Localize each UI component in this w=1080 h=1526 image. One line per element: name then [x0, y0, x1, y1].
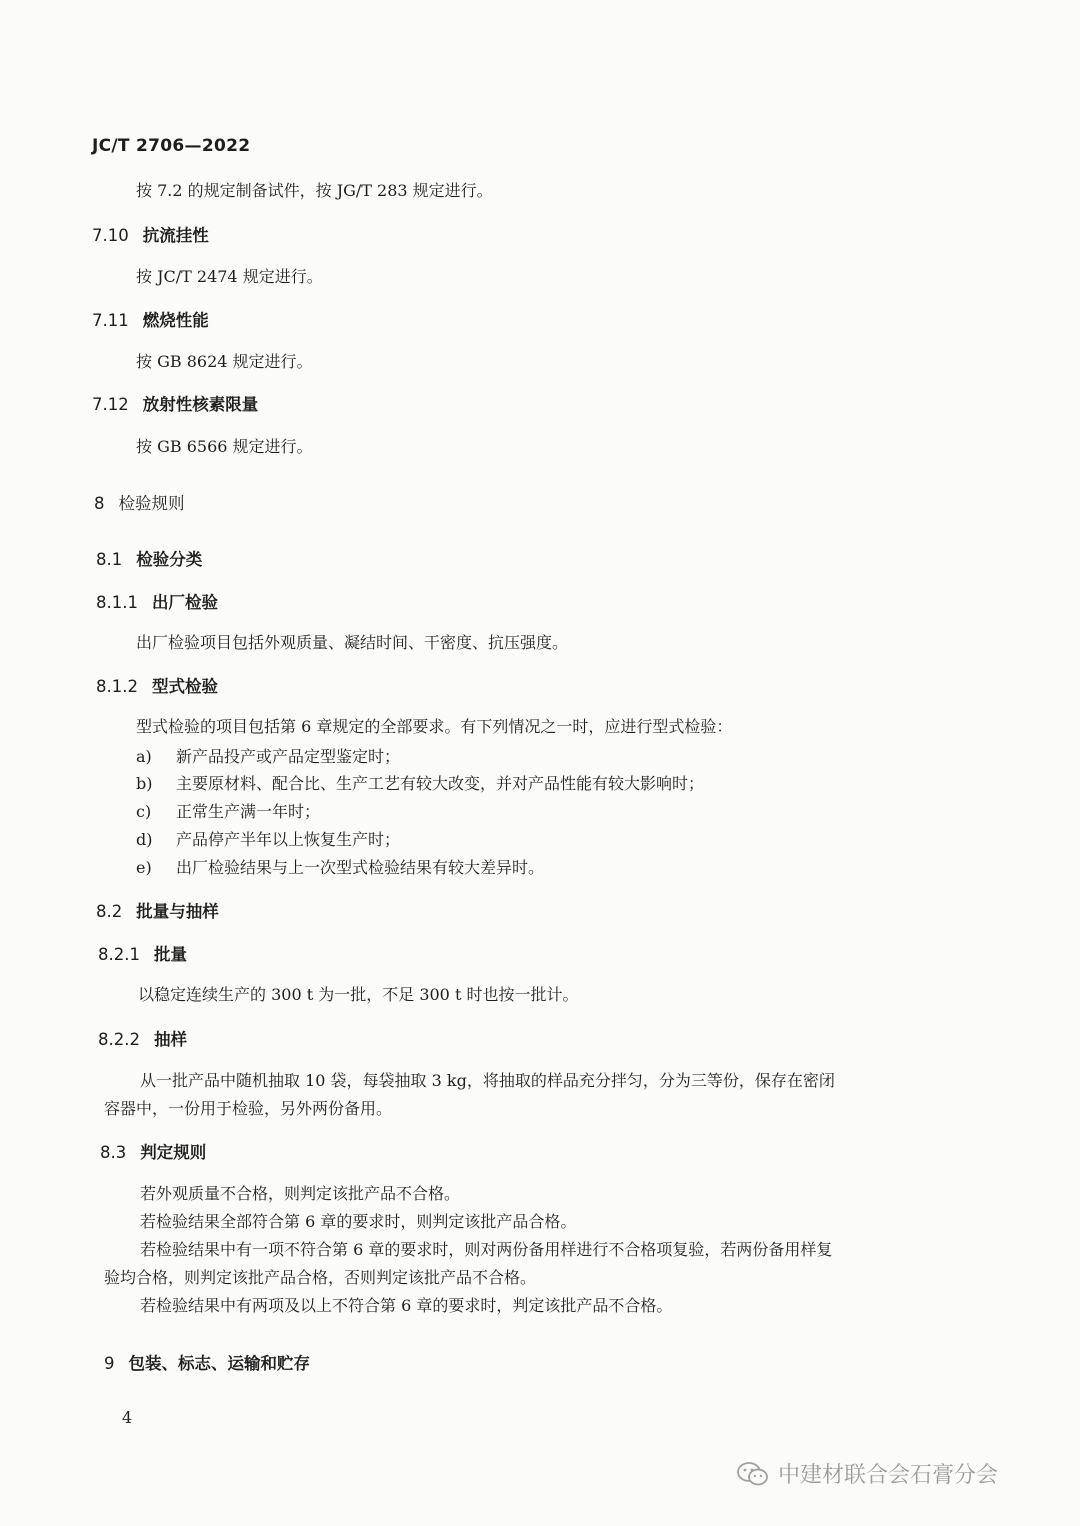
chapter-title: 检验规则 [118, 494, 185, 513]
section-title: 抽样 [153, 1030, 187, 1049]
list-item [136, 829, 400, 851]
section-heading-8-2-1 [98, 944, 187, 966]
section-heading-8-1 [96, 549, 202, 571]
list-text: 正常生产满一年时； [176, 802, 321, 821]
paragraph: 按 GB 8624 规定进行。 [136, 352, 313, 371]
section-title: 抗流挂性 [142, 226, 209, 245]
section-number: 7.12 [92, 395, 129, 414]
chapter-heading-9 [104, 1353, 310, 1375]
list-marker: d) [136, 830, 153, 849]
list-item [136, 746, 400, 768]
section-number: 8.2.2 [98, 1030, 140, 1049]
paragraph: 按 7.2 的规定制备试件，按 JG/T 283 规定进行。 [136, 181, 493, 200]
paragraph: 若检验结果中有一项不符合第 6 章的要求时，则对两份备用样进行不合格项复验，若两份备用样复 [140, 1240, 833, 1259]
section-title: 型式检验 [151, 677, 218, 696]
list-marker: e) [136, 858, 152, 877]
section-number: 8.1.2 [96, 677, 138, 696]
section-number: 8.1.1 [96, 593, 138, 612]
section-heading-7-10 [92, 225, 209, 247]
list-text: 新产品投产或产品定型鉴定时； [176, 747, 401, 766]
section-title: 出厂检验 [151, 593, 218, 612]
paragraph-continuation: 容器中，一份用于检验，另外两份备用。 [104, 1099, 393, 1118]
section-heading-7-11 [92, 310, 209, 332]
section-title: 判定规则 [140, 1143, 207, 1162]
paragraph: 若检验结果中有两项及以上不符合第 6 章的要求时，判定该批产品不合格。 [140, 1296, 673, 1315]
section-number: 7.10 [92, 226, 129, 245]
list-marker: b) [136, 774, 153, 793]
chapter-title: 包装、标志、运输和贮存 [128, 1354, 310, 1373]
section-title: 放射性核素限量 [142, 395, 259, 414]
section-number: 8.2 [96, 902, 123, 921]
section-title: 检验分类 [136, 550, 203, 569]
list-item [136, 773, 704, 795]
chapter-number: 8 [94, 494, 105, 513]
paragraph: 按 JC/T 2474 规定进行。 [136, 267, 323, 286]
paragraph: 出厂检验项目包括外观质量、凝结时间、干密度、抗压强度。 [136, 633, 569, 652]
paragraph: 若检验结果全部符合第 6 章的要求时，则判定该批产品合格。 [140, 1212, 577, 1231]
section-heading-8-2 [96, 901, 219, 923]
paragraph: 从一批产品中随机抽取 10 袋，每袋抽取 3 kg，将抽取的样品充分拌匀，分为三等份，保存在密闭 [140, 1071, 835, 1090]
section-heading-8-1-1 [96, 592, 218, 614]
section-heading-8-1-2 [96, 676, 218, 698]
paragraph: 若外观质量不合格，则判定该批产品不合格。 [140, 1184, 461, 1203]
section-number: 7.11 [92, 311, 129, 330]
section-number: 8.3 [100, 1143, 127, 1162]
section-heading-8-3 [100, 1142, 206, 1164]
page-number: 4 [122, 1408, 133, 1427]
paragraph: 以稳定连续生产的 300 t 为一批，不足 300 t 时也按一批计。 [138, 985, 579, 1004]
section-heading-7-12 [92, 394, 258, 416]
list-text: 出厂检验结果与上一次型式检验结果有较大差异时。 [176, 858, 545, 877]
section-number: 8.2.1 [98, 945, 140, 964]
paragraph: 型式检验的项目包括第 6 章规定的全部要求。有下列情况之一时，应进行型式检验： [136, 717, 733, 736]
section-title: 批量 [153, 945, 187, 964]
chapter-number: 9 [104, 1354, 115, 1373]
section-heading-8-2-2 [98, 1029, 187, 1051]
section-number: 8.1 [96, 550, 123, 569]
list-text: 主要原材料、配合比、生产工艺有较大改变，并对产品性能有较大影响时； [176, 774, 705, 793]
section-title: 燃烧性能 [142, 311, 209, 330]
watermark [736, 1458, 998, 1489]
list-item [136, 801, 320, 823]
watermark-text: 中建材联合会石膏分会 [778, 1463, 999, 1488]
paragraph-continuation: 验均合格，则判定该批产品合格，否则判定该批产品不合格。 [104, 1268, 537, 1287]
list-marker: a) [136, 747, 152, 766]
wechat-icon [736, 1461, 770, 1487]
document-code: JC/T 2706—2022 [92, 136, 251, 156]
section-title: 批量与抽样 [136, 902, 219, 921]
list-item [136, 857, 544, 879]
paragraph: 按 GB 6566 规定进行。 [136, 437, 313, 456]
list-marker: c) [136, 802, 152, 821]
list-text: 产品停产半年以上恢复生产时； [176, 830, 401, 849]
chapter-heading-8 [94, 493, 185, 515]
